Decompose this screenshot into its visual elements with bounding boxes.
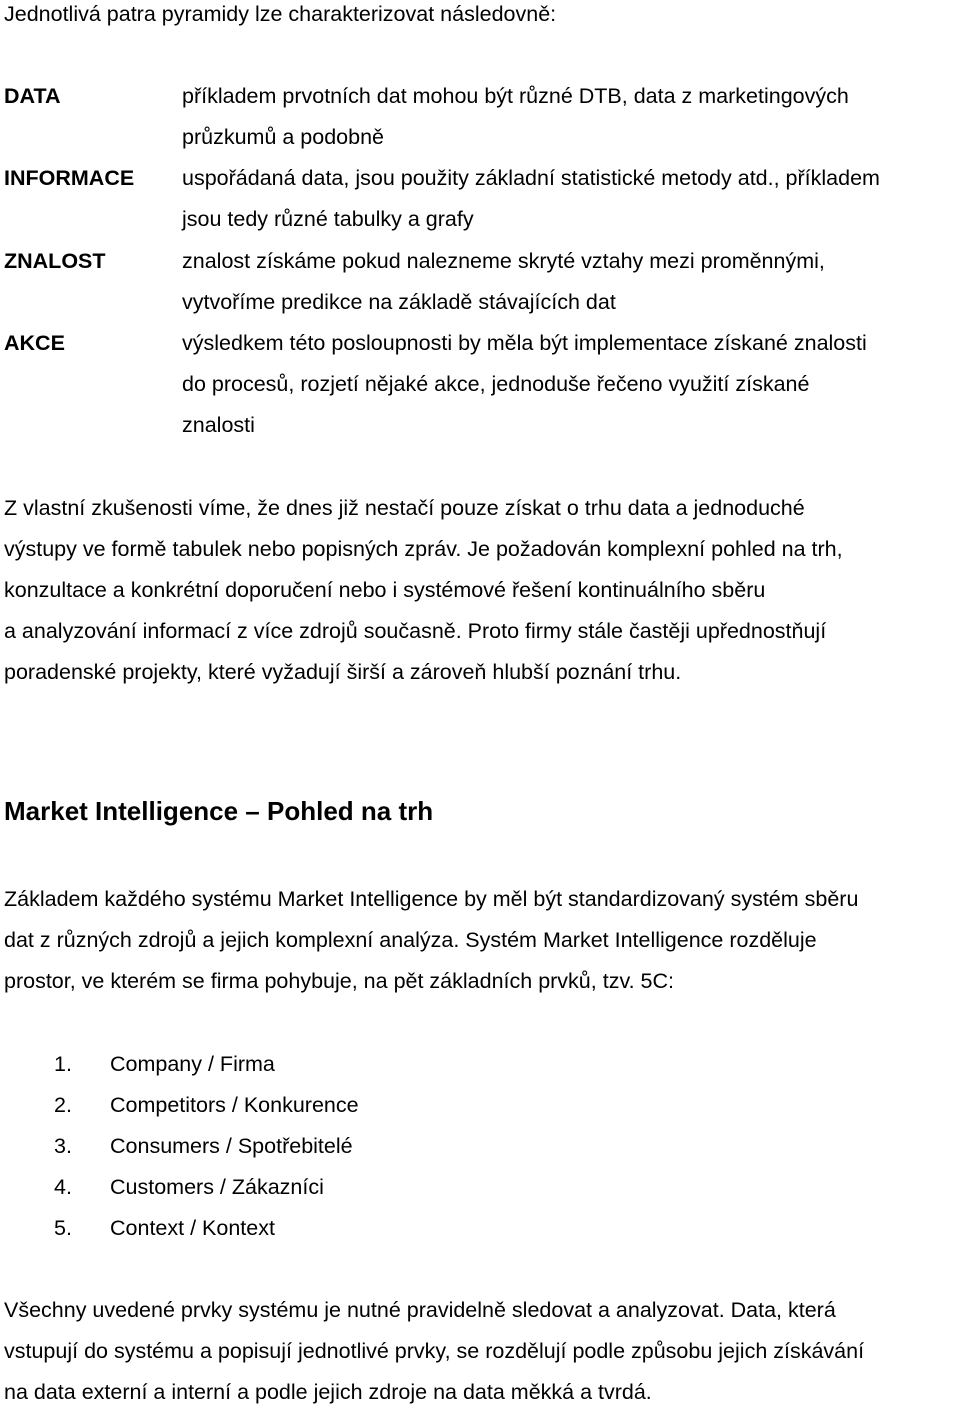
paragraph-line: Všechny uvedené prvky systému je nutné pravidelně sledovat a analyzovat. Data, která <box>4 1298 836 1322</box>
list-item <box>54 1095 359 1117</box>
paragraph-line: a analyzování informací z více zdrojů současně. Proto firmy stále častěji upřednostňují <box>4 619 827 643</box>
list-number: 3. <box>54 1134 72 1158</box>
list-item <box>54 1177 324 1199</box>
list-item <box>54 1054 275 1076</box>
pyramid-def-line: příkladem prvotních dat mohou být různé DTB, data z marketingových <box>182 84 849 108</box>
pyramid-term-akce: AKCE <box>4 331 65 355</box>
pyramid-def-line: vytvoříme predikce na základě stávajících dat <box>182 290 616 314</box>
list-number: 4. <box>54 1175 72 1199</box>
pyramid-def-line: znalost získáme pokud nalezneme skryté vztahy mezi proměnnými, <box>182 249 825 273</box>
paragraph-line: na data externí a interní a podle jejich zdroje na data měkká a tvrdá. <box>4 1380 652 1404</box>
paragraph-line: Z vlastní zkušenosti víme, že dnes již nestačí pouze získat o trhu data a jednoduché <box>4 496 805 520</box>
list-number: 2. <box>54 1093 72 1117</box>
list-item <box>54 1218 275 1240</box>
paragraph-line: vstupují do systému a popisují jednotlivé prvky, se rozdělují podle způsobu jejich získávání <box>4 1339 865 1363</box>
paragraph-line: dat z různých zdrojů a jejich komplexní analýza. Systém Market Intelligence rozděluje <box>4 928 817 952</box>
pyramid-def-line: uspořádaná data, jsou použity základní statistické metody atd., příkladem <box>182 166 880 190</box>
pyramid-def-line: znalosti <box>182 413 255 437</box>
list-number: 5. <box>54 1216 72 1240</box>
list-text: Competitors / Konkurence <box>110 1093 359 1117</box>
paragraph-line: Základem každého systému Market Intelligence by měl být standardizovaný systém sběru <box>4 887 859 911</box>
paragraph-line: poradenské projekty, které vyžadují širší a zároveň hlubší poznání trhu. <box>4 660 682 684</box>
list-number: 1. <box>54 1052 72 1076</box>
list-text: Customers / Zákazníci <box>110 1175 324 1199</box>
paragraph-line: prostor, ve kterém se firma pohybuje, na pět základních prvků, tzv. 5C: <box>4 969 674 993</box>
paragraph-line: výstupy ve formě tabulek nebo popisných zpráv. Je požadován komplexní pohled na trh, <box>4 537 843 561</box>
section-heading: Market Intelligence – Pohled na trh <box>4 796 434 826</box>
paragraph-line: konzultace a konkrétní doporučení nebo i systémové řešení kontinuálního sběru <box>4 578 766 602</box>
pyramid-term-informace: INFORMACE <box>4 166 135 190</box>
list-text: Consumers / Spotřebitelé <box>110 1134 353 1158</box>
pyramid-def-line: jsou tedy různé tabulky a grafy <box>182 207 474 231</box>
list-text: Company / Firma <box>110 1052 275 1076</box>
pyramid-def-line: do procesů, rozjetí nějaké akce, jednoduše řečeno využití získané <box>182 372 810 396</box>
pyramid-def-line: průzkumů a podobně <box>182 125 385 149</box>
list-item <box>54 1136 353 1158</box>
pyramid-def-line: výsledkem této posloupnosti by měla být implementace získané znalosti <box>182 331 867 355</box>
pyramid-term-znalost: ZNALOST <box>4 249 106 273</box>
pyramid-term-data: DATA <box>4 84 61 108</box>
intro-text: Jednotlivá patra pyramidy lze charakterizovat následovně: <box>4 2 557 26</box>
list-text: Context / Kontext <box>110 1216 275 1240</box>
